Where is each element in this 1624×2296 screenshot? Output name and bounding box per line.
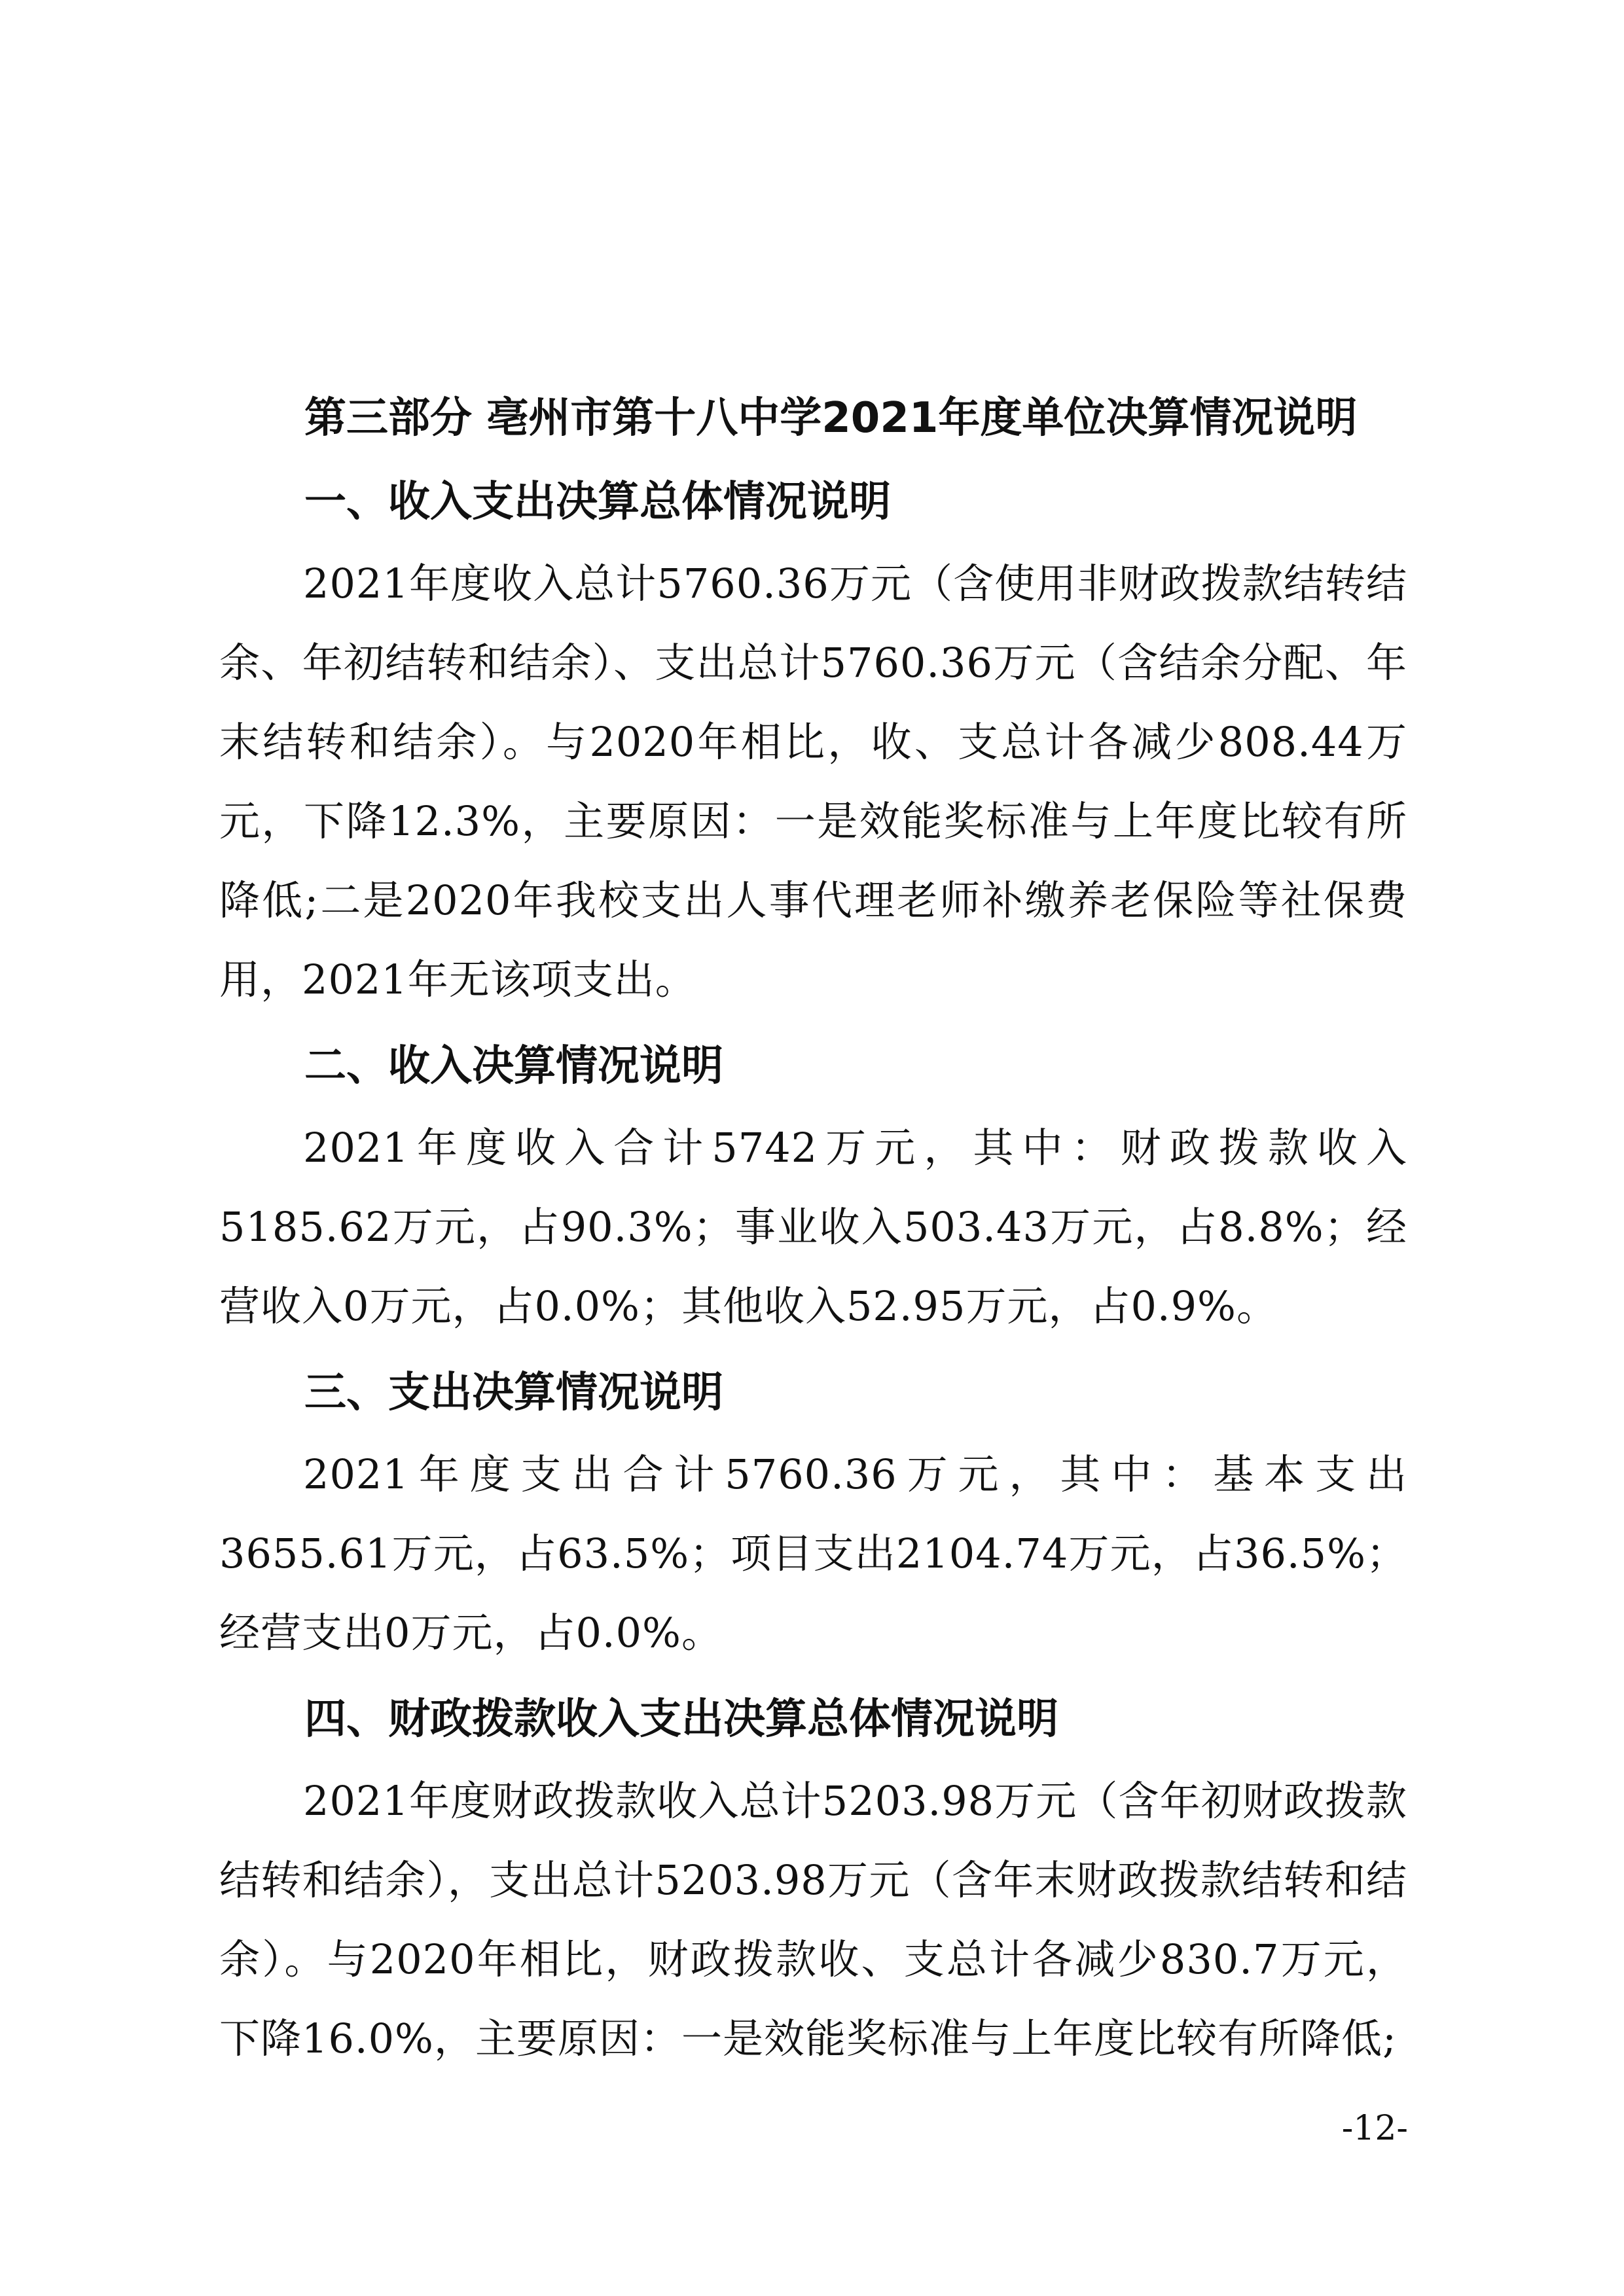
page-number: -12- (1341, 2109, 1408, 2148)
section-paragraph-2: 2021年度收入合计5742万元，其中：财政拨款收入5185.62万元，占90.3%；事业收入503.43万元，占8.8%；经营收入0万元，占0.0%；其他收入52.95万元，占0.9%。 (219, 1124, 1407, 1330)
section-paragraph-1: 2021年度收入总计5760.36万元（含使用非财政拨款结转结余、年初结转和结余）、支出总计5760.36万元（含结余分配、年末结转和结余）。与2020年相比，收、支总计各减少808.44万元，下降12.3%，主要原因：一是效能奖标准与上年度比较有所降低;二是2020年我校支出人事代理老师补缴养老保险等社保费用，2021年无该项支出。 (219, 560, 1407, 1003)
section-paragraph-4: 2021年度财政拨款收入总计5203.98万元（含年初财政拨款结转和结余），支出总计5203.98万元（含年末财政拨款结转和结余）。与2020年相比，财政拨款收、支总计各减少830.7万元，下降16.0%，主要原因：一是效能奖标准与上年度比较有所降低; (219, 1777, 1407, 2062)
section-heading-4: 四、财政拨款收入支出决算总体情况说明 (304, 1695, 1058, 1744)
section-paragraph-3: 2021年度支出合计5760.36万元，其中：基本支出3655.61万元，占63.5%；项目支出2104.74万元，占36.5%；经营支出0万元，占0.0%。 (219, 1450, 1407, 1657)
document-body (219, 376, 1407, 2078)
section-heading-1: 一、收入支出决算总体情况说明 (304, 478, 891, 526)
section-heading-2: 二、收入决算情况说明 (304, 1042, 723, 1090)
document-title: 第三部分 亳州市第十八中学2021年度单位决算情况说明 (304, 394, 1358, 442)
section-heading-3: 三、支出决算情况说明 (304, 1369, 723, 1417)
